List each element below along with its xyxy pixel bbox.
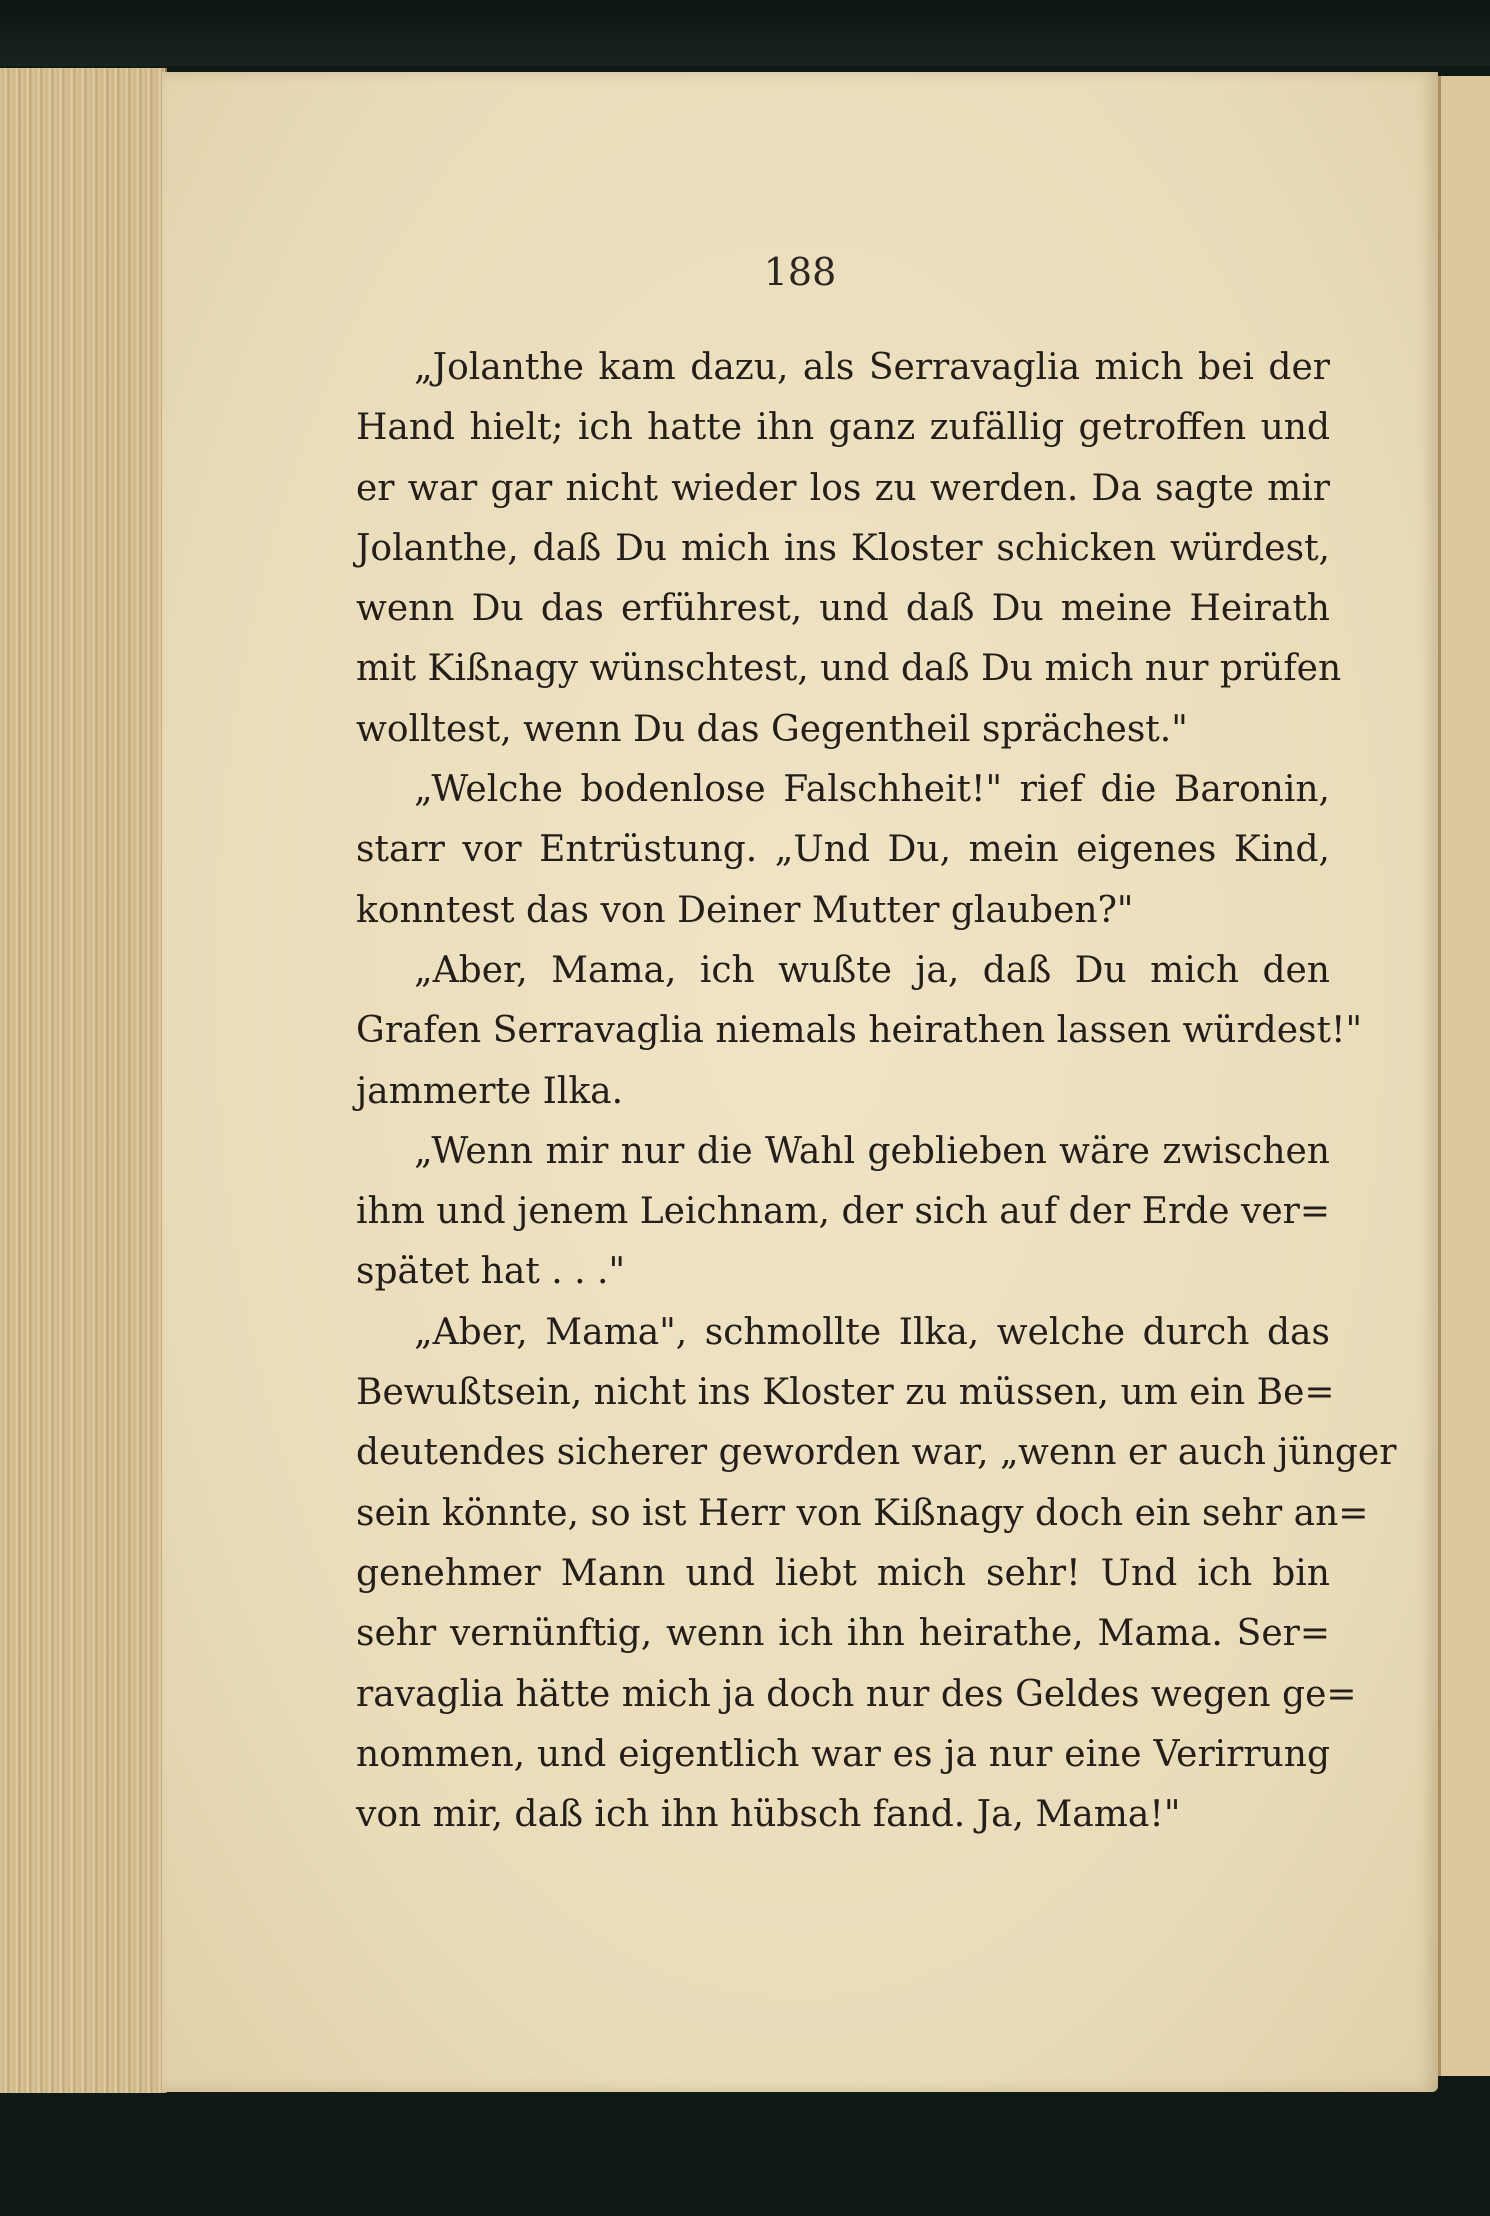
text-line: Grafen Serravaglia niemals heirathen lassen würdest!" bbox=[356, 1010, 1362, 1052]
text-line: konntest das von Deiner Mutter glauben?" bbox=[356, 889, 1134, 931]
text-line: sehr vernünftig, wenn ich ihn heirathe, Mama. Ser= bbox=[356, 1613, 1330, 1655]
text-line: jammerte Ilka. bbox=[356, 1070, 624, 1112]
text-line: „Welche bodenlose Falschheit!" rief die Baronin, bbox=[414, 769, 1330, 811]
text-line: er war gar nicht wieder los zu werden. Da sagte mir bbox=[356, 467, 1330, 509]
page-edges bbox=[0, 68, 167, 2093]
text-line: wenn Du das erführest, und daß Du meine Heirath bbox=[356, 588, 1330, 630]
page-number: 188 bbox=[763, 250, 837, 294]
text-line: nommen, und eigentlich war es ja nur eine Verirrung bbox=[356, 1733, 1330, 1775]
text-line: „Aber, Mama", schmollte Ilka, welche durch das bbox=[414, 1311, 1330, 1353]
text-line: wolltest, wenn Du das Gegentheil sprächest." bbox=[356, 708, 1188, 750]
text-line: Hand hielt; ich hatte ihn ganz zufällig getroffen und bbox=[356, 407, 1330, 449]
text-line: spätet hat . . ." bbox=[356, 1251, 625, 1293]
text-line: Bewußtsein, nicht ins Kloster zu müssen, um ein Be= bbox=[356, 1372, 1335, 1414]
next-page-edge bbox=[1438, 76, 1490, 2076]
text-line: genehmer Mann und liebt mich sehr! Und ich bin bbox=[356, 1552, 1330, 1594]
text-line: ravaglia hätte mich ja doch nur des Geldes wegen ge= bbox=[356, 1673, 1357, 1715]
body-text bbox=[356, 338, 1397, 1845]
text-line: „Jolanthe kam dazu, als Serravaglia mich bei der bbox=[414, 347, 1330, 388]
book-cover-top bbox=[0, 0, 1490, 66]
text-line: Jolanthe, daß Du mich ins Kloster schicken würdest, bbox=[356, 527, 1330, 569]
text-line: von mir, daß ich ihn hübsch fand. Ja, Mama!" bbox=[356, 1794, 1181, 1836]
text-line: ihm und jenem Leichnam, der sich auf der Erde ver= bbox=[356, 1191, 1330, 1233]
text-line: sein könnte, so ist Herr von Kißnagy doch ein sehr an= bbox=[356, 1492, 1369, 1534]
text-line: starr vor Entrüstung. „Und Du, mein eigenes Kind, bbox=[356, 829, 1330, 871]
text-line: „Wenn mir nur die Wahl geblieben wäre zwischen bbox=[414, 1130, 1330, 1172]
text-line: „Aber, Mama, ich wußte ja, daß Du mich den bbox=[414, 949, 1330, 991]
text-line: mit Kißnagy wünschtest, und daß Du mich nur prüfen bbox=[356, 648, 1342, 690]
text-line: deutendes sicherer geworden war, „wenn er auch jünger bbox=[356, 1432, 1397, 1474]
